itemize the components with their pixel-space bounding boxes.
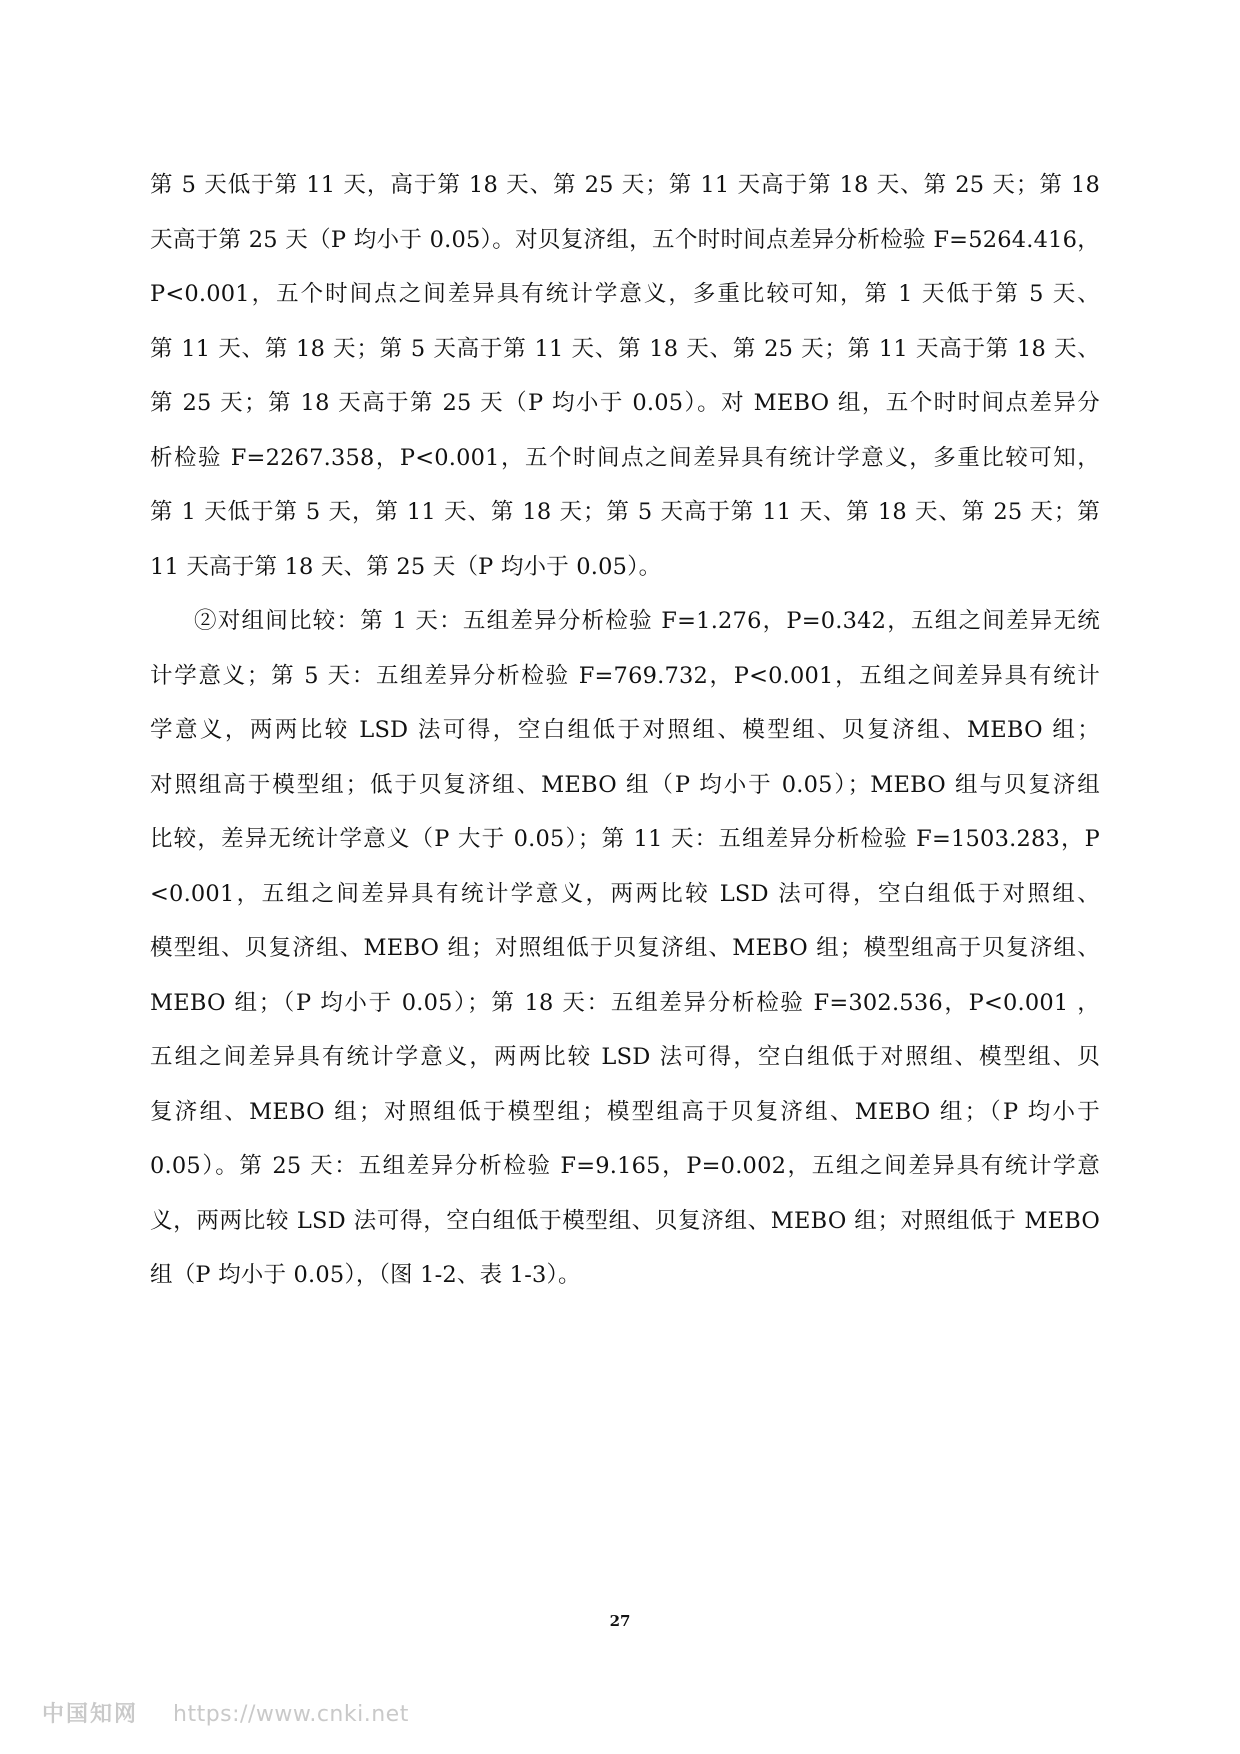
- body-text: [150, 158, 1100, 1303]
- page-number: 27: [609, 1612, 631, 1630]
- text-line: ②对组间比较：第 1 天：五组差异分析检验 F=1.276，P=0.342，五组之间差异无统: [194, 608, 1100, 634]
- text-line: 析检验 F=2267.358，P<0.001，五个时间点之间差异具有统计学意义，多重比较可知，: [150, 444, 1100, 471]
- watermark-brand: 中国知网: [42, 1702, 139, 1727]
- text-line: 计学意义；第 5 天：五组差异分析检验 F=769.732，P<0.001，五组之间差异具有统计: [150, 662, 1100, 689]
- text-line: MEBO 组；（P 均小于 0.05）；第 18 天：五组差异分析检验 F=302.536，P<0.001 ，: [150, 989, 1100, 1016]
- text-line: 第 25 天；第 18 天高于第 25 天（P 均小于 0.05）。对 MEBO 组，五个时时间点差异分: [150, 390, 1100, 416]
- text-line: <0.001，五组之间差异具有统计学意义，两两比较 LSD 法可得，空白组低于对照组、: [150, 880, 1100, 907]
- text-line: 第 5 天低于第 11 天，高于第 18 天、第 25 天；第 11 天高于第 18 天、第 25 天；第 18: [150, 172, 1100, 198]
- watermark-url: https://www.cnki.net: [173, 1702, 409, 1727]
- text-line: 第 1 天低于第 5 天，第 11 天、第 18 天；第 5 天高于第 11 天、第 18 天、第 25 天；第: [150, 499, 1100, 525]
- text-line: 对照组高于模型组；低于贝复济组、MEBO 组（P 均小于 0.05）；MEBO 组与贝复济组: [150, 771, 1100, 798]
- paragraph-1: [150, 158, 1100, 594]
- text-line: 比较，差异无统计学意义（P 大于 0.05）；第 11 天：五组差异分析检验 F=1503.283，P: [150, 826, 1100, 852]
- paragraph-2: [150, 594, 1100, 1303]
- text-line: 0.05）。第 25 天：五组差异分析检验 F=9.165，P=0.002，五组之间差异具有统计学意: [150, 1153, 1100, 1179]
- text-line: 复济组、MEBO 组；对照组低于模型组；模型组高于贝复济组、MEBO 组；（P 均小于: [150, 1098, 1100, 1125]
- text-line: 模型组、贝复济组、MEBO 组；对照组低于贝复济组、MEBO 组；模型组高于贝复济组、: [150, 935, 1100, 961]
- text-line: 组（P 均小于 0.05），（图 1-2、表 1-3）。: [150, 1262, 581, 1288]
- text-line: P<0.001，五个时间点之间差异具有统计学意义，多重比较可知，第 1 天低于第 5 天、: [150, 281, 1100, 307]
- text-line: 五组之间差异具有统计学意义，两两比较 LSD 法可得，空白组低于对照组、模型组、贝: [150, 1044, 1100, 1070]
- text-line: 天高于第 25 天（P 均小于 0.05）。对贝复济组，五个时时间点差异分析检验 F=5264.416，: [150, 226, 1100, 253]
- text-line: 第 11 天、第 18 天；第 5 天高于第 11 天、第 18 天、第 25 天；第 11 天高于第 18 天、: [150, 335, 1100, 362]
- text-line: 11 天高于第 18 天、第 25 天（P 均小于 0.05）。: [150, 553, 662, 580]
- cnki-watermark: [42, 1697, 409, 1728]
- text-line: 学意义，两两比较 LSD 法可得，空白组低于对照组、模型组、贝复济组、MEBO 组；: [150, 717, 1100, 743]
- text-line: 义，两两比较 LSD 法可得，空白组低于模型组、贝复济组、MEBO 组；对照组低于 MEBO: [150, 1207, 1100, 1234]
